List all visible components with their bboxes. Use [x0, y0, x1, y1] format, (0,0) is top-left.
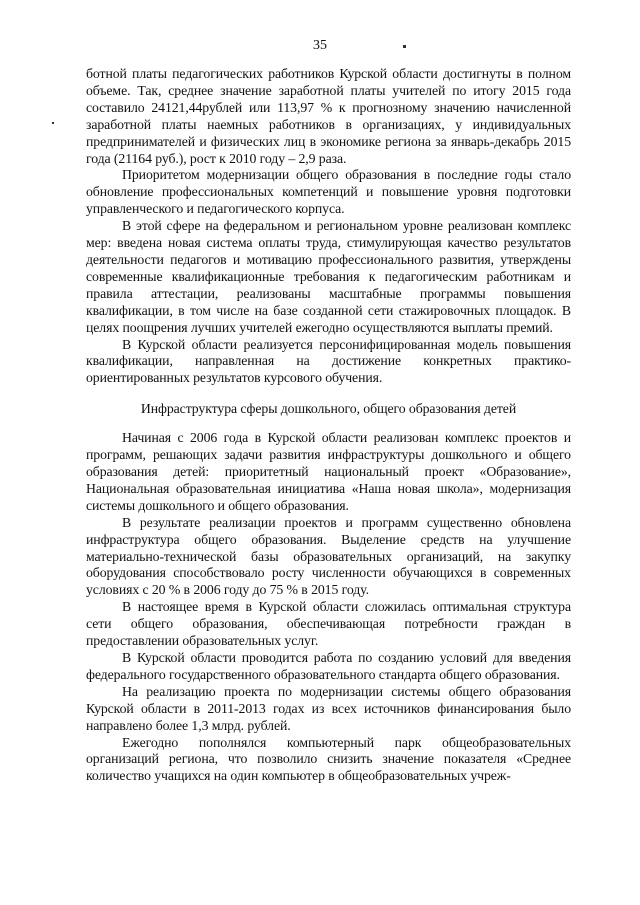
- paragraph-continued: ботной платы педагогических работников Курской области достигнуты в полном объеме. Так, среднее значение заработной платы учителей по итогу 2015 года составило 24121,44рублей или 113,97 % к прогнозному значению начисленной заработной платы наемных работников в организациях, у индивидуальных предпринимателей и физических лиц в экономике региона за январь-декабрь 2015 года (21164 руб.), рост к 2010 году – 2,9 раза.: [86, 66, 571, 166]
- paragraph: В Курской области проводится работа по созданию условий для введения федерального государственного образовательного стандарта общего образования.: [86, 650, 571, 682]
- paragraph: В Курской области реализуется персонифицированная модель повышения квалификации, направленная на достижение конкретных практико-ориентированных результатов курсового обучения.: [86, 336, 571, 386]
- paragraph: В результате реализации проектов и программ существенно обновлена инфраструктура общего образования. Выделение средств на улучшение материально-технической базы образовательных организаций, на закупку оборудования способствовало росту численности обучающихся в современных условиях с 20 % в 2006 году до 75 % в 2015 году.: [86, 514, 571, 598]
- paragraph: Начиная с 2006 года в Курской области реализован комплекс проектов и программ, решающих задачи развития инфраструктуры дошкольного и общего образования детей: приоритетный национальный проект «Образование», Национальная образовательная инициатива «Наша новая школа», модернизация системы дошкольного и общего образования.: [86, 430, 571, 513]
- paragraph: Приоритетом модернизации общего образования в последние годы стало обновление профессиональных компетенций и повышение уровня подготовки управленческого и педагогического корпуса.: [86, 167, 571, 217]
- scan-speck: [403, 45, 406, 48]
- paragraph: На реализацию проекта по модернизации системы общего образования Курской области в 2011-2013 годах из всех источников финансирования было направлено более 1,3 млрд. рублей.: [86, 683, 571, 733]
- paragraph: В этой сфере на федеральном и региональном уровне реализован комплекс мер: введена новая система оплаты труда, стимулирующая качество результатов деятельности педагогов и мотивацию профессионального развития, утверждены современные квалификационные требования к педагогическим работникам и правила аттестации, реализованы масштабные программы повышения квалификации, в том числе на базе созданной сети стажировочных площадок. В целях поощрения лучших учителей ежегодно осуществляются выплаты премий.: [86, 218, 571, 335]
- document-body: [86, 66, 571, 785]
- paragraph: В настоящее время в Курской области сложилась оптимальная структура сети общего образования, обеспечивающая потребности граждан в предоставлении образовательных услуг.: [86, 599, 571, 649]
- scan-speck: [52, 122, 54, 124]
- page-number: 35: [313, 38, 327, 53]
- section-heading: Инфраструктура сферы дошкольного, общего образования детей: [140, 401, 517, 417]
- paragraph: Ежегодно пополнялся компьютерный парк общеобразовательных организаций региона, что позволило снизить значение показателя «Среднее количество учащихся на один компьютер в общеобразовательных учреж-: [86, 734, 571, 784]
